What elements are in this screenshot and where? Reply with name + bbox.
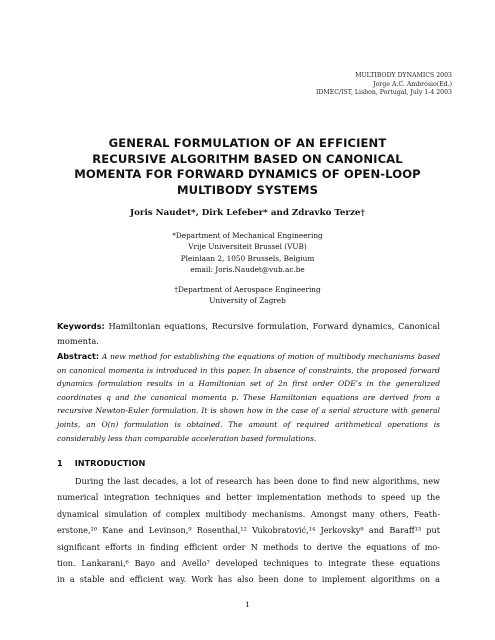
authors: Joris Naudet*, Dirk Lefeber* and Zdravko Terze† (129, 208, 366, 218)
page-number: 1 (245, 600, 250, 609)
text-line: significant efforts in finding efficient order N methods to derive the equations of mo- (57, 541, 440, 552)
affiliation-line: *Department of Mechanical Engineering (172, 231, 323, 240)
conference-editor: Jorge A.C. Ambrósio(Ed.) (373, 80, 452, 88)
affiliation-line: Vrije Universiteit Brussel (VUB) (188, 242, 307, 252)
title-line: MOMENTA FOR FORWARD DYNAMICS OF OPEN-LOOP (74, 167, 421, 182)
affiliation-line: †Department of Aerospace Engineering (174, 285, 321, 294)
section-title: INTRODUCTION (74, 458, 146, 468)
affiliation-line: University of Zagreb (209, 296, 286, 306)
title-line: RECURSIVE ALGORITHM BASED ON CANONICAL (92, 151, 403, 166)
keywords-text: Hamiltonian equations, Recursive formulation, Forward dynamics, Canonical momenta. (57, 321, 441, 346)
section-heading (57, 458, 145, 468)
keywords (57, 319, 440, 348)
conference-location: IDMEC/IST, Lisbon, Portugal, July 1-4 2003 (316, 89, 452, 97)
text-line: erstone,¹⁰ Kane and Levinson,⁹ Rosenthal,¹² Vukobratović,¹⁴ Jerkovsky⁸ and Baraff¹³ put (57, 525, 440, 536)
abstract-text: A new method for establishing the equations of motion of multibody mechanisms based on canonical momenta is introduced in this paper. In absence of constraints, the proposed forward dynamics formulation results in a Hamiltonian set of 2n first order ODE’s in the generalized coordinates q and the canonical momenta p. These Hamiltonian equations are derived from a recursive Newton-Euler formulation. It is shown how in the case of a serial structure with general joints, an O(n) formulation is obtained. The amount of required arithmetical operations is considerably less than comparable acceleration based formulations. (57, 352, 440, 443)
keywords-label: Keywords: (57, 321, 105, 331)
text-line: dynamical simulation of complex multibody mechanisms. Amongst many others, Feath- (57, 508, 440, 519)
text-line: tion. Lankarani,⁶ Bayo and Avello⁷ developed techniques to integrate these equations (57, 558, 440, 569)
text-line: numerical integration techniques and better implementation methods to speed up the (57, 492, 440, 503)
affiliation-line: Pleinlaan 2, 1050 Brussels, Belgium (180, 253, 315, 263)
introduction-text (57, 473, 440, 588)
conference-name: MULTIBODY DYNAMICS 2003 (355, 72, 452, 79)
affiliation-vub (0, 230, 495, 276)
title-line: MULTIBODY SYSTEMS (176, 182, 319, 197)
text-line: During the last decades, a lot of research has been done to find new algorithms, new (75, 476, 440, 486)
email: email: Joris.Naudet@vub.ac.be (190, 265, 305, 275)
abstract-label: Abstract: (57, 351, 100, 361)
conference-info (316, 72, 452, 98)
affiliation-zagreb (0, 284, 495, 307)
title-line: GENERAL FORMULATION OF AN EFFICIENT (108, 136, 387, 150)
section-number: 1 (57, 458, 63, 468)
paper-title (60, 136, 435, 198)
text-line: in a stable and efficient way. Work has also been done to implement algorithms on a (57, 574, 440, 585)
abstract (57, 350, 440, 445)
